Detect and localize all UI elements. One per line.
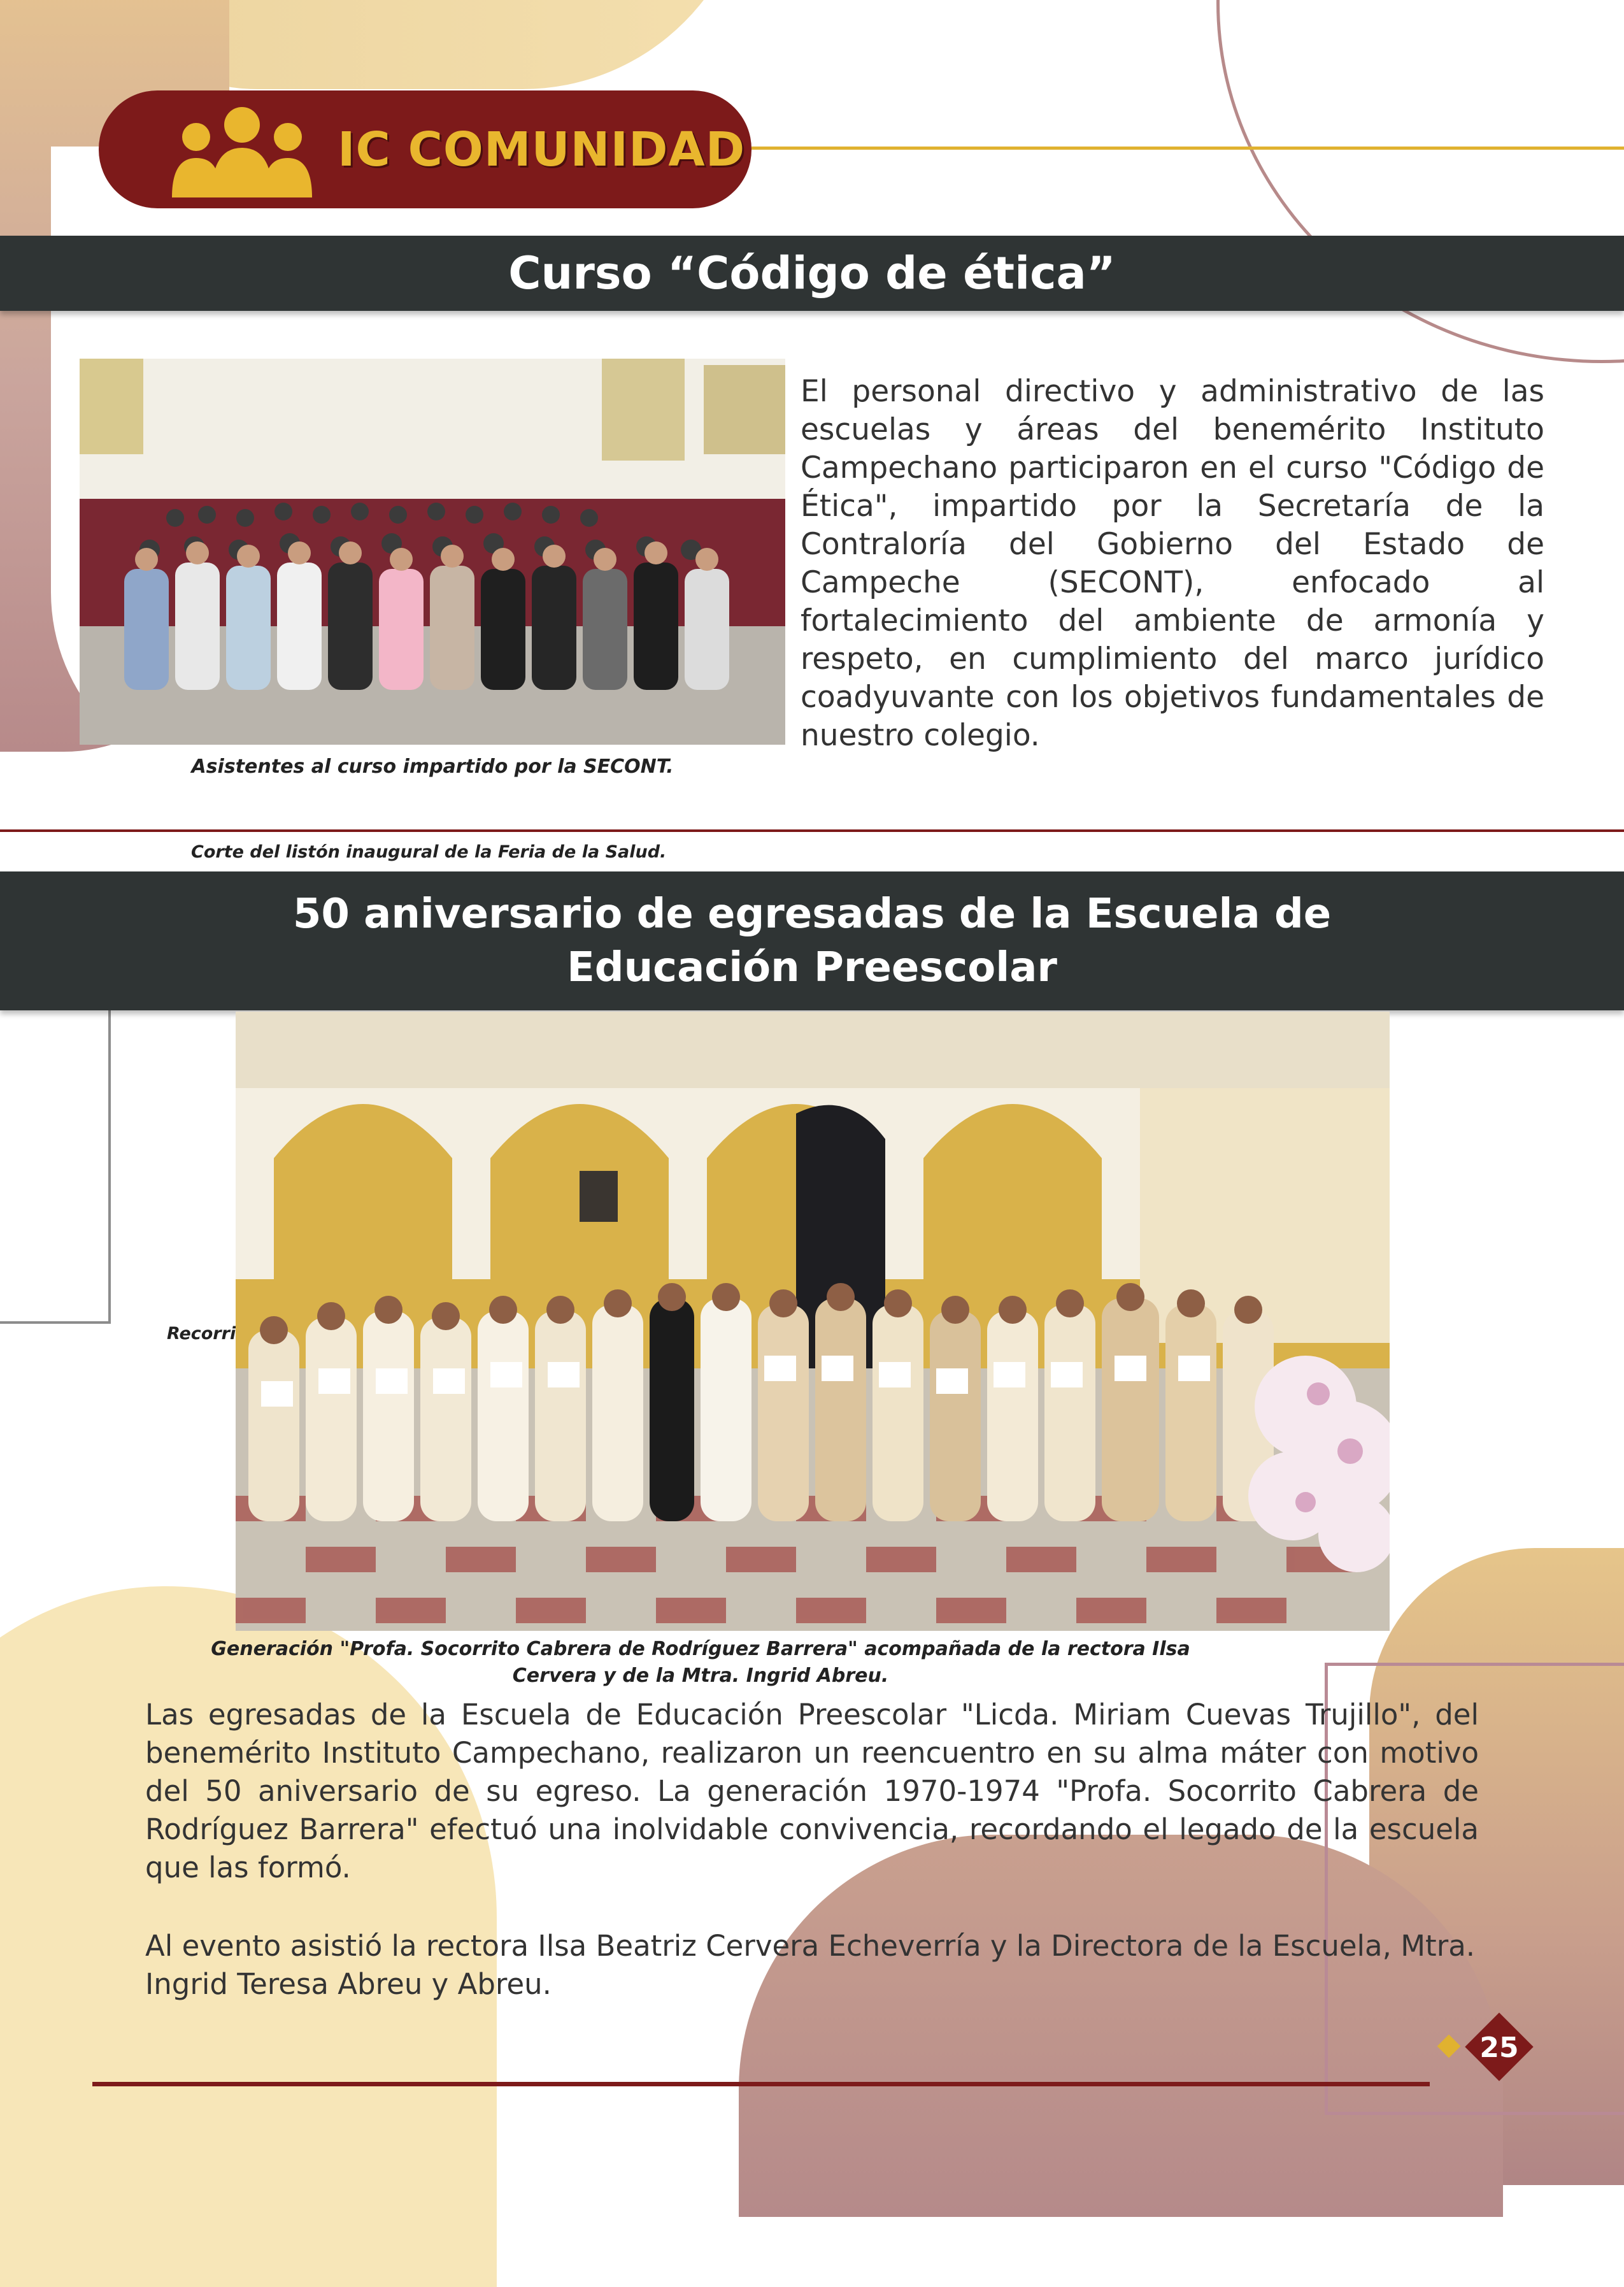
article1-body: El personal directivo y administrativo de las escuelas y áreas del benemérito Instituto Campechano participaron en el curso "Código de Ética", impartido por la Secretaría de la Contraloría del Gobierno del Estado de Campeche (SECONT), enfocado al fortalecimiento del ambiente de armonía y respeto, en cumplimiento del marco jurídico coadyuvante con los objetivos fundamentales de nuestro colegio.: [801, 374, 1544, 753]
stray-caption-fair: Corte del listón inaugural de la Feria de la Salud.: [191, 842, 667, 862]
header-gold-line: [751, 147, 1624, 150]
article2-photo: [236, 1012, 1390, 1631]
article2-photo-caption: Generación "Profa. Socorrito Cabrera de Rodríguez Barrera" acompañada de la rectora Ilsa Cervera y de la Mtra. Ingrid Abreu.: [211, 1638, 1190, 1687]
people-group-icon: [166, 102, 318, 197]
article1-photo: [80, 359, 785, 745]
page-number: 25: [1479, 2032, 1519, 2064]
stray-caption-recorr: Recorri: [167, 1324, 236, 1344]
section-label: IC COMUNIDAD: [338, 122, 746, 177]
article2-title: [0, 871, 1624, 1010]
footer-rule: [92, 2082, 1430, 2086]
article2-title-text: 50 aniversario de egresadas de la Escuela de Educación Preescolar: [292, 891, 1332, 991]
article1-title: Curso “Código de ética”: [0, 236, 1624, 311]
article2-paragraph1: Las egresadas de la Escuela de Educación Preescolar "Licda. Miriam Cuevas Trujillo", del benemérito Instituto Campechano, realizaron un reencuentro en su alma máter con motivo del 50 aniversario de su egreso. La generación 1970-1974 "Profa. Socorrito Cabrera de Rodríguez Barrera" efectuó una inolvidable convivencia, recordando el legado de la escuela que las formó.: [145, 1698, 1479, 1884]
decorative-rect-outline-left: [0, 994, 111, 1324]
section-header-pill: [99, 90, 751, 208]
section-divider: [0, 829, 1624, 832]
article2-paragraph2: Al evento asistió la rectora Ilsa Beatriz Cervera Echeverría y la Directora de la Escuela, Mtra. Ingrid Teresa Abreu y Abreu.: [145, 1929, 1476, 2001]
article1-photo-caption: Asistentes al curso impartido por la SECONT.: [191, 756, 674, 778]
